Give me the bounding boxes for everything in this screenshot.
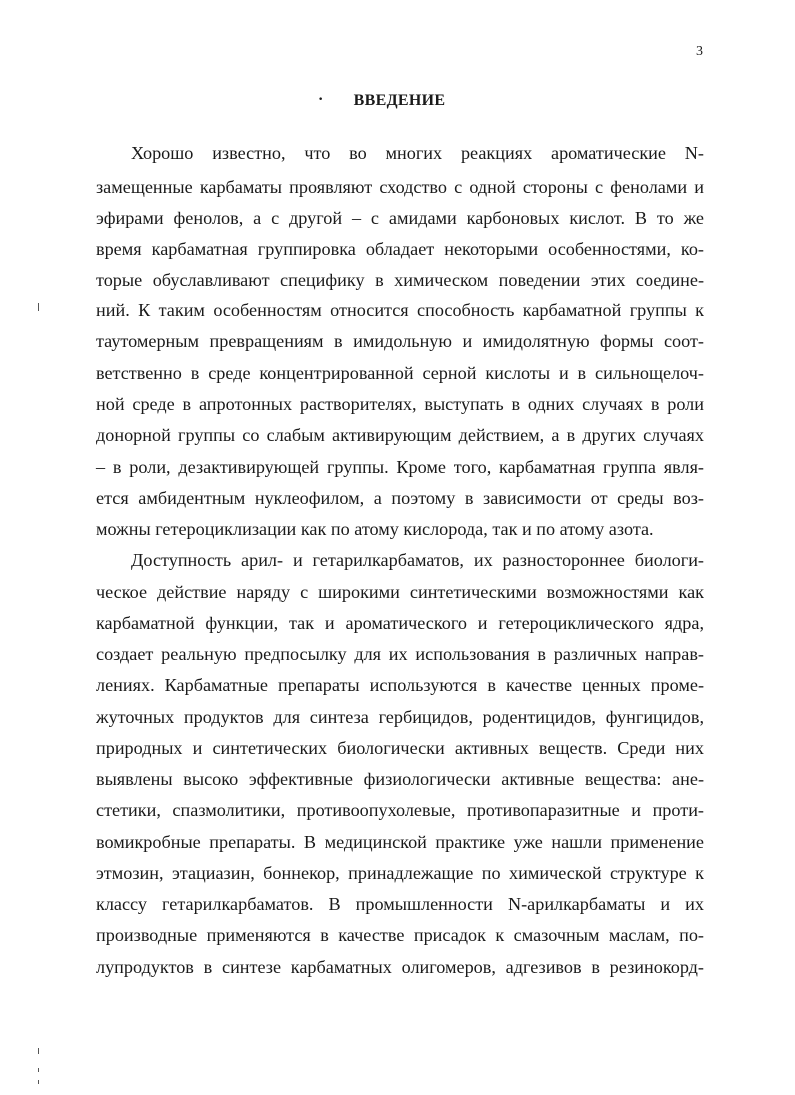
text-line: стетики, спазмолитики, противоопухолевые, противопаразитные и проти-: [96, 800, 704, 820]
text-line: донорной группы со слабым активирующим действием, а в других случаях: [96, 425, 704, 445]
text-line: жуточных продуктов для синтеза гербицидов, родентицидов, фунгицидов,: [96, 707, 704, 727]
text-line: лупродуктов в синтезе карбаматных олигомеров, адгезивов в резинокорд-: [96, 957, 704, 977]
text-line: Доступность арил- и гетарилкарбаматов, их разностороннее биологи-: [131, 550, 704, 570]
text-line: торые обуславливают специфику в химическом поведении этих соедине-: [96, 270, 704, 290]
text-line: вомикробные препараты. В медицинской практике уже нашли применение: [96, 832, 704, 852]
text-line: этмозин, этациазин, боннекор, принадлежащие по химической структуре к: [96, 863, 704, 883]
text-line: производные применяются в качестве присадок к смазочным маслам, по-: [96, 925, 704, 945]
text-line: можны гетероциклизации как по атому кислорода, так и по атому азота.: [96, 519, 654, 539]
text-line: ной среде в апротонных растворителях, выступать в одних случаях в роли: [96, 394, 704, 414]
text-line: ветственно в среде концентрированной серной кислоты и в сильнощелоч-: [96, 363, 704, 383]
text-line: Хорошо известно, что во многих реакциях ароматические N-: [131, 143, 704, 163]
text-line: ческое действие наряду с широкими синтетическими возможностями как: [96, 582, 704, 602]
text-line: замещенные карбаматы проявляют сходство с одной стороны с фенолами и: [96, 177, 704, 197]
text-line: эфирами фенолов, а с другой – с амидами карбоновых кислот. В то же: [96, 208, 704, 228]
page-number: 3: [696, 44, 703, 59]
text-line: карбаматной функции, так и ароматического и гетероциклического ядра,: [96, 613, 704, 633]
text-line: природных и синтетических биологически активных веществ. Среди них: [96, 738, 704, 758]
text-line: – в роли, дезактивирующей группы. Кроме того, карбаматная группа явля-: [96, 457, 704, 477]
text-line: ется амбидентным нуклеофилом, а поэтому в зависимости от среды воз-: [96, 488, 704, 508]
text-line: классу гетарилкарбаматов. В промышленности N-арилкарбаматы и их: [96, 894, 704, 914]
text-line: ний. К таким особенностям относится способность карбаматной группы к: [96, 300, 704, 320]
text-line: время карбаматная группировка обладает некоторыми особенностями, ко-: [96, 239, 704, 259]
scan-artifact: [38, 303, 39, 311]
heading-marker: ·: [318, 91, 324, 108]
scan-artifact: [38, 1048, 39, 1054]
text-line: создает реальную предпосылку для их использования в различных направ-: [96, 644, 704, 664]
text-line: лениях. Карбаматные препараты используются в качестве ценных проме-: [96, 675, 704, 695]
scan-artifact: [38, 1068, 39, 1072]
text-line: таутомерным превращениям в имидольную и имидолятную формы соот-: [96, 331, 704, 351]
section-heading: ВВЕДЕНИЕ: [353, 92, 446, 109]
text-line: выявлены высоко эффективные физиологически активные вещества: ане-: [96, 769, 704, 789]
scan-artifact: [38, 1080, 39, 1084]
